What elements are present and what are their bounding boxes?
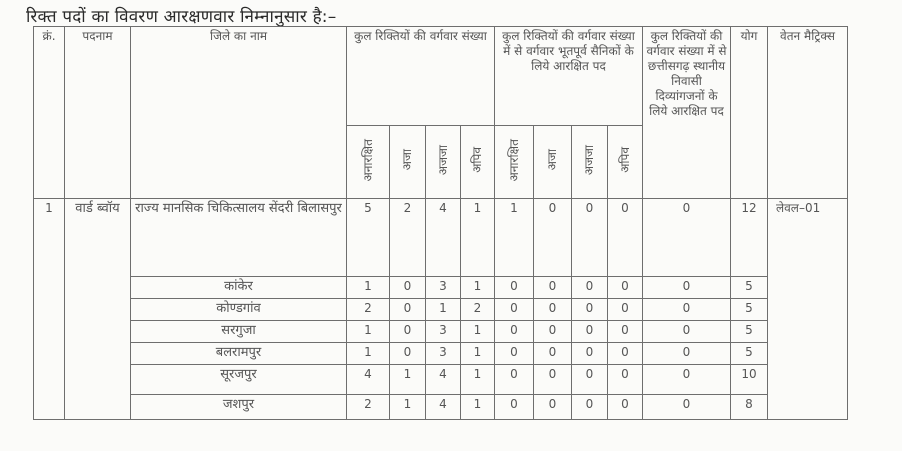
cell-obc: 1 xyxy=(461,395,495,420)
cell-ex-sc: 0 xyxy=(534,321,572,343)
cell-disabled: 0 xyxy=(643,395,731,420)
cell-disabled: 0 xyxy=(643,365,731,395)
cell-ex-sc: 0 xyxy=(534,395,572,420)
cell-ex-obc: 0 xyxy=(608,277,643,299)
cell-ex-obc: 0 xyxy=(608,365,643,395)
cell-sc: 0 xyxy=(390,299,426,321)
cell-unreserved: 5 xyxy=(347,199,390,277)
cell-total: 5 xyxy=(731,299,768,321)
district-cell: बलरामपुर xyxy=(131,343,347,365)
cell-sc: 0 xyxy=(390,277,426,299)
subheader-st: अजजा xyxy=(426,126,461,199)
subheader-unreserved: अनारक्षित xyxy=(347,126,390,199)
subheader-ex-obc: अपिव xyxy=(608,126,643,199)
cell-ex-st: 0 xyxy=(572,199,608,277)
header-district: जिले का नाम xyxy=(131,27,347,199)
cell-st: 3 xyxy=(426,321,461,343)
cell-ex-sc: 0 xyxy=(534,365,572,395)
cell-ex-obc: 0 xyxy=(608,395,643,420)
cell-obc: 1 xyxy=(461,365,495,395)
cell-sc: 1 xyxy=(390,365,426,395)
cell-ex-obc: 0 xyxy=(608,321,643,343)
subheader-obc: अपिव xyxy=(461,126,495,199)
cell-st: 4 xyxy=(426,199,461,277)
district-cell: सूरजपुर xyxy=(131,365,347,395)
cell-st: 4 xyxy=(426,365,461,395)
cell-sc: 1 xyxy=(390,395,426,420)
cell-ex-unreserved: 0 xyxy=(495,365,534,395)
district-cell: जशपुर xyxy=(131,395,347,420)
table-row xyxy=(34,199,848,277)
cell-obc: 1 xyxy=(461,277,495,299)
table-row xyxy=(34,343,848,365)
table-row xyxy=(34,321,848,343)
table-row xyxy=(34,365,848,395)
cell-total: 5 xyxy=(731,277,768,299)
cell-ex-st: 0 xyxy=(572,321,608,343)
district-cell: राज्य मानसिक चिकित्सालय सेंदरी बिलासपुर xyxy=(131,199,347,277)
cell-ex-unreserved: 0 xyxy=(495,299,534,321)
pay-matrix-cell: लेवल–01 xyxy=(768,199,848,420)
cell-obc: 1 xyxy=(461,321,495,343)
cell-st: 1 xyxy=(426,299,461,321)
header-total-category: कुल रिक्तियों की वर्गवार संख्या xyxy=(347,27,495,126)
serial-cell: 1 xyxy=(34,199,65,420)
cell-total: 5 xyxy=(731,321,768,343)
cell-ex-st: 0 xyxy=(572,365,608,395)
cell-obc: 2 xyxy=(461,299,495,321)
cell-unreserved: 1 xyxy=(347,343,390,365)
cell-st: 3 xyxy=(426,277,461,299)
cell-disabled: 0 xyxy=(643,199,731,277)
subheader-ex-sc: अजा xyxy=(534,126,572,199)
cell-unreserved: 1 xyxy=(347,277,390,299)
cell-total: 10 xyxy=(731,365,768,395)
cell-disabled: 0 xyxy=(643,343,731,365)
vacancy-table xyxy=(33,26,848,420)
cell-obc: 1 xyxy=(461,199,495,277)
cell-ex-sc: 0 xyxy=(534,299,572,321)
cell-disabled: 0 xyxy=(643,299,731,321)
table-row xyxy=(34,395,848,420)
district-cell: कोण्डगांव xyxy=(131,299,347,321)
cell-ex-obc: 0 xyxy=(608,299,643,321)
post-name-cell: वार्ड ब्वॉय xyxy=(65,199,131,420)
cell-ex-st: 0 xyxy=(572,277,608,299)
header-pay-matrix: वेतन मैट्रिक्स xyxy=(768,27,848,199)
header-row-1 xyxy=(34,27,848,126)
cell-ex-sc: 0 xyxy=(534,277,572,299)
cell-ex-st: 0 xyxy=(572,343,608,365)
cell-ex-unreserved: 0 xyxy=(495,395,534,420)
header-serial: क्रं. xyxy=(34,27,65,199)
cell-st: 4 xyxy=(426,395,461,420)
page-heading: रिक्त पदों का विवरण आरक्षणवार निम्नानुसार है:– xyxy=(26,7,337,27)
cell-ex-unreserved: 0 xyxy=(495,343,534,365)
header-disabled: कुल रिक्तियों की वर्गवार संख्या में से छत्तीसगढ़ स्थानीय निवासी दिव्यांगजनों के लिये आरक्षित पद xyxy=(643,27,731,199)
table-row xyxy=(34,299,848,321)
cell-sc: 0 xyxy=(390,321,426,343)
subheader-sc: अजा xyxy=(390,126,426,199)
cell-ex-obc: 0 xyxy=(608,199,643,277)
cell-unreserved: 2 xyxy=(347,395,390,420)
cell-ex-unreserved: 1 xyxy=(495,199,534,277)
cell-sc: 2 xyxy=(390,199,426,277)
header-ex-servicemen: कुल रिक्तियों की वर्गवार संख्या में से वर्गवार भूतपूर्व सैनिकों के लिये आरक्षित पद xyxy=(495,27,643,126)
cell-ex-unreserved: 0 xyxy=(495,321,534,343)
subheader-ex-unreserved: अनारक्षित xyxy=(495,126,534,199)
cell-unreserved: 1 xyxy=(347,321,390,343)
header-total: योग xyxy=(731,27,768,199)
subheader-ex-st: अजजा xyxy=(572,126,608,199)
cell-ex-st: 0 xyxy=(572,395,608,420)
cell-ex-sc: 0 xyxy=(534,199,572,277)
cell-ex-st: 0 xyxy=(572,299,608,321)
district-cell: कांकेर xyxy=(131,277,347,299)
cell-sc: 0 xyxy=(390,343,426,365)
cell-st: 3 xyxy=(426,343,461,365)
district-cell: सरगुजा xyxy=(131,321,347,343)
cell-obc: 1 xyxy=(461,343,495,365)
cell-total: 8 xyxy=(731,395,768,420)
cell-ex-unreserved: 0 xyxy=(495,277,534,299)
cell-ex-sc: 0 xyxy=(534,343,572,365)
cell-unreserved: 4 xyxy=(347,365,390,395)
cell-total: 12 xyxy=(731,199,768,277)
table-row xyxy=(34,277,848,299)
cell-ex-obc: 0 xyxy=(608,343,643,365)
cell-total: 5 xyxy=(731,343,768,365)
cell-disabled: 0 xyxy=(643,277,731,299)
cell-unreserved: 2 xyxy=(347,299,390,321)
cell-disabled: 0 xyxy=(643,321,731,343)
header-post-name: पदनाम xyxy=(65,27,131,199)
